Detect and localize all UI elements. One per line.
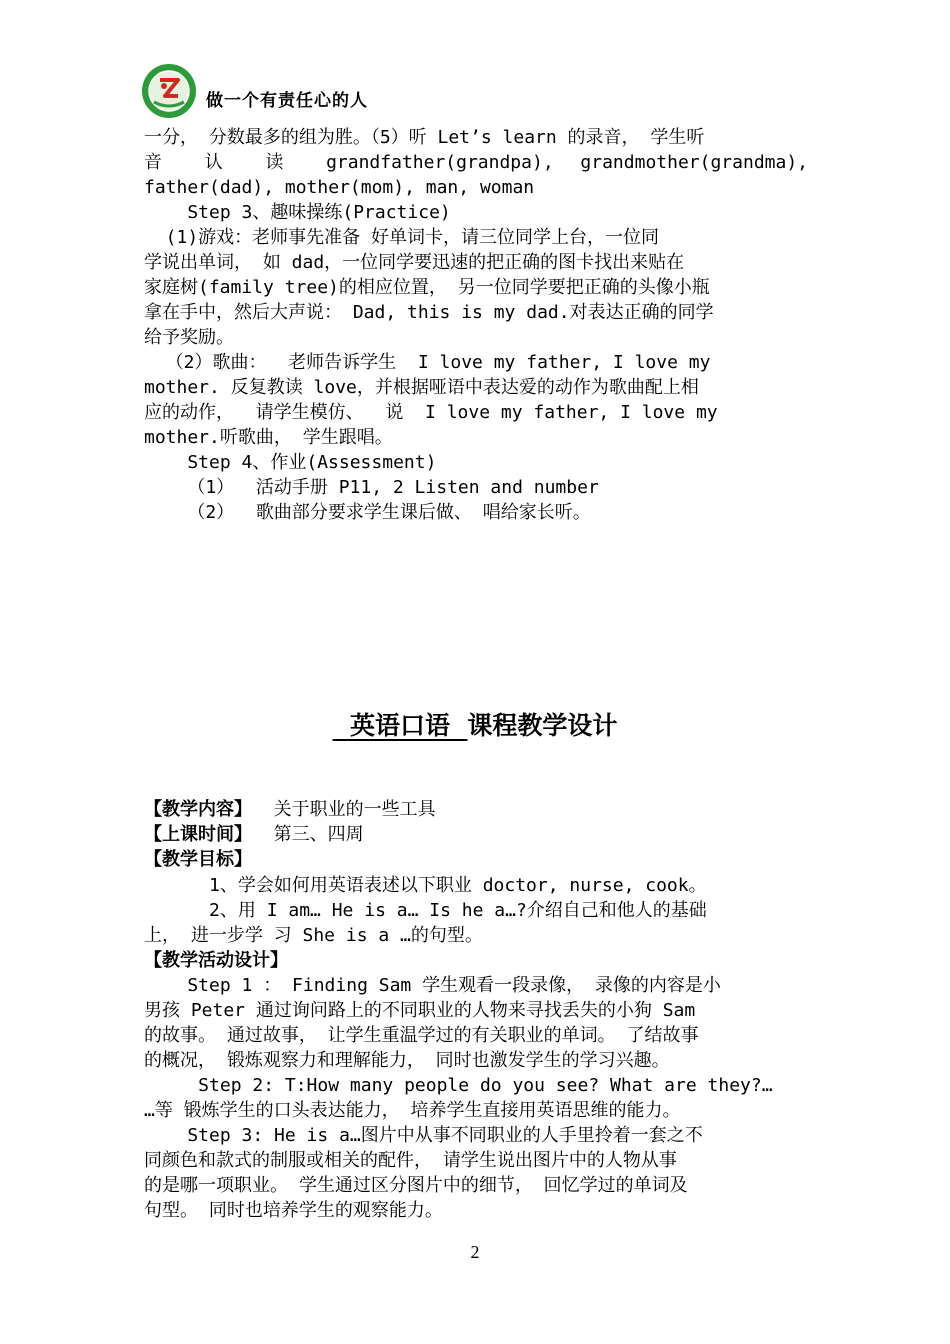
header xyxy=(140,62,540,122)
activity-line-2: 男孩 Peter 通过询问路上的不同职业的人物来寻找丢失的小狗 Sam xyxy=(144,1000,696,1021)
header-motto: 做一个有责任心的人 xyxy=(206,91,368,111)
page-title xyxy=(0,706,950,742)
activity-line-1: Step 1 ： Finding Sam 学生观看一段录像， 录像的内容是小 xyxy=(144,975,721,996)
goals-label: 【教学目标】 xyxy=(144,849,252,870)
activity-line-8: 同颜色和款式的制服或相关的配件， 请学生说出图片中的人物从事 xyxy=(144,1150,677,1171)
body-line-5: (1)游戏：老师事先准备 好单词卡，请三位同学上台，一位同 xyxy=(144,227,660,248)
content-row xyxy=(144,798,808,822)
body-line-14: Step 4、作业(Assessment) xyxy=(144,452,437,473)
body-line-16: （2） 歌曲部分要求学生课后做、 唱给家长听。 xyxy=(144,502,591,523)
activity-line-3: 的故事。 通过故事， 让学生重温学过的有关职业的单词。 了结故事 xyxy=(144,1025,699,1046)
body-line-7: 家庭树(family tree)的相应位置， 另一位同学要把正确的头像小瓶 xyxy=(144,277,710,298)
activity-row xyxy=(144,949,808,973)
time-value: 第三、四周 xyxy=(252,824,364,845)
goal-1: 1、学会如何用英语表述以下职业 doctor, nurse, cook。 xyxy=(144,875,707,896)
body-line-11: mother. 反复教读 love，并根据哑语中表达爱的动作为歌曲配上相 xyxy=(144,377,699,398)
body-line-8: 拿在手中，然后大声说： Dad, this is my dad.对表达正确的同学 xyxy=(144,302,714,323)
goal-2b: 上， 进一步学 习 She is a …的句型。 xyxy=(144,925,483,946)
body-line-15: （1） 活动手册 P11, 2 Listen and number xyxy=(144,477,599,498)
page-number: 2 xyxy=(470,1242,480,1262)
body-line-2: 音 认 读 grandfather(grandpa), grandmother(grandma), xyxy=(144,152,808,173)
activity-line-4: 的概况， 锻炼观察力和理解能力， 同时也激发学生的学习兴趣。 xyxy=(144,1050,670,1071)
activity-label: 【教学活动设计】 xyxy=(144,950,288,971)
activity-line-9: 的是哪一项职业。 学生通过区分图片中的细节， 回忆学过的单词及 xyxy=(144,1175,688,1196)
activity-line-6: …等 锻炼学生的口头表达能力， 培养学生直接用英语思维的能力。 xyxy=(144,1100,681,1121)
time-label: 【上课时间】 xyxy=(144,824,252,845)
title-rest: 课程教学设计 xyxy=(467,711,618,740)
activity-line-7: Step 3: He is a…图片中从事不同职业的人手里拎着一套之不 xyxy=(144,1125,703,1146)
school-logo xyxy=(140,62,198,120)
content-label: 【教学内容】 xyxy=(144,799,252,820)
body-line-10: （2）歌曲： 老师告诉学生 I love my father, I love my xyxy=(144,352,711,373)
content-value: 关于职业的一些工具 xyxy=(252,799,436,820)
body-line-6: 学说出单词， 如 dad，一位同学要迅速的把正确的图卡找出来贴在 xyxy=(144,252,685,273)
title-subject: 英语口语 xyxy=(332,711,468,740)
body-line-3: father(dad), mother(mom), man, woman xyxy=(144,177,535,198)
body-line-9: 给予奖励。 xyxy=(144,327,234,348)
body-line-13: mother.听歌曲， 学生跟唱。 xyxy=(144,427,393,448)
time-row xyxy=(144,823,808,847)
goals-row xyxy=(144,848,808,872)
activity-line-5: Step 2: T:How many people do you see? What are they?… xyxy=(144,1075,773,1096)
body-line-4: Step 3、趣味操练(Practice) xyxy=(144,202,451,223)
goal-2a: 2、用 I am… He is a… Is he a…?介绍自己和他人的基础 xyxy=(144,900,707,921)
body-line-1: 一分， 分数最多的组为胜。（5）听 Let’s learn 的录音， 学生听 xyxy=(144,127,705,148)
body-line-12: 应的动作， 请学生模仿、 说 I love my father, I love my xyxy=(144,402,718,423)
activity-line-10: 句型。 同时也培养学生的观察能力。 xyxy=(144,1200,443,1221)
